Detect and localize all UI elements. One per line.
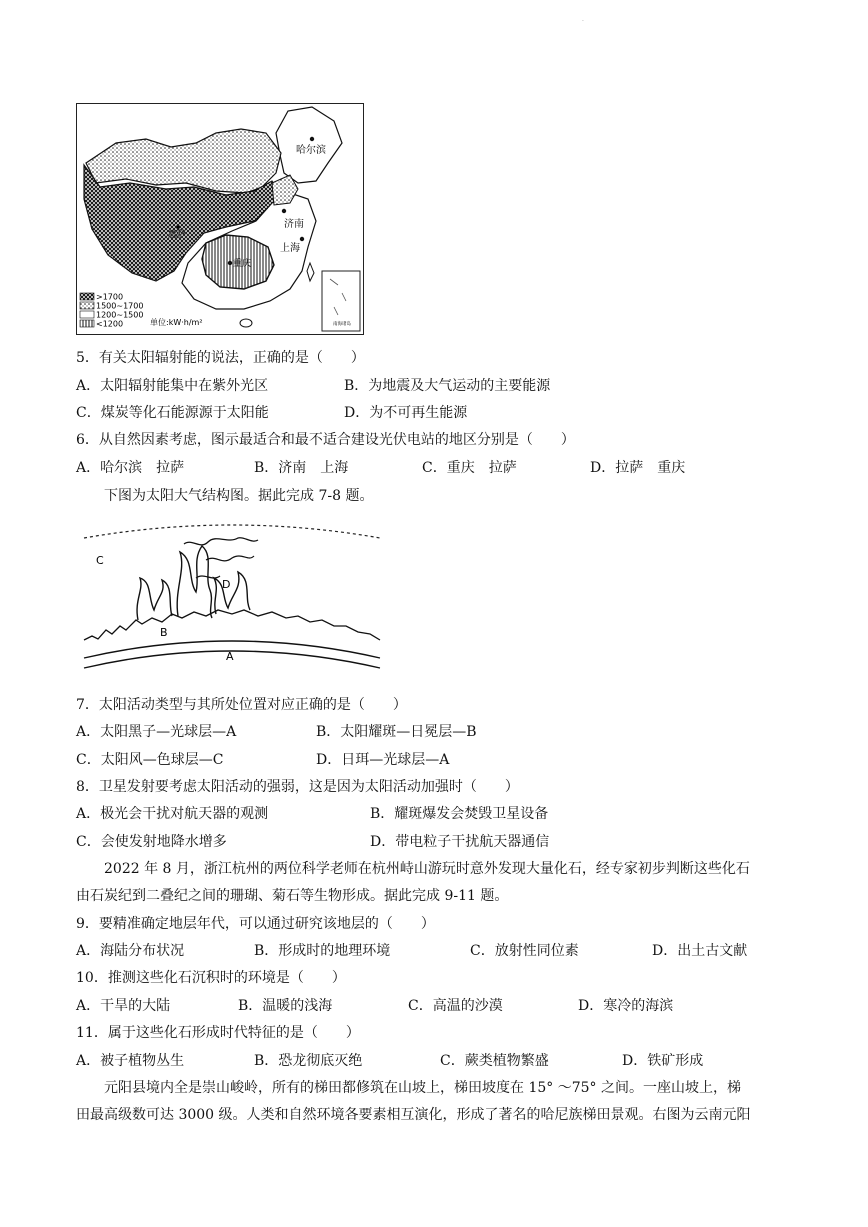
question-6-stem: 6．从自然因素考虑，图示最适合和最不适合建设光伏电站的地区分别是（ ）	[76, 432, 575, 448]
q11-option-a: A．被子植物丛生	[76, 1053, 185, 1069]
legend-item-4: <1200	[96, 319, 124, 329]
q11-option-d: D．铁矿形成	[622, 1053, 704, 1069]
question-8-stem: 8．卫星发射要考虑太阳活动的强弱，这是因为太阳活动加强时（ ）	[76, 779, 519, 795]
q7-option-b: B．太阳耀斑—日冕层—B	[316, 724, 477, 740]
question-9-stem: 9．要精准确定地层年代，可以通过研究该地层的（ ）	[76, 916, 435, 932]
city-chongqing: 重庆	[233, 259, 252, 269]
question-5-stem: 5．有关太阳辐射能的说法，正确的是（ ）	[76, 350, 365, 366]
question-11-stem: 11．属于这些化石形成时代特征的是（ ）	[76, 1025, 360, 1041]
q6-option-c: C．重庆 拉萨	[422, 460, 517, 476]
city-jinan: 济南	[284, 219, 304, 230]
q8-option-b: B．耀斑爆发会焚毁卫星设备	[370, 806, 549, 822]
question-7-stem: 7．太阳活动类型与其所处位置对应正确的是（ ）	[76, 697, 407, 713]
label-a: A	[226, 650, 234, 663]
inset-label: 南海诸岛	[333, 322, 351, 327]
q11-option-b: B．恐龙彻底灭绝	[254, 1053, 363, 1069]
q7-option-d: D．日珥—光球层—A	[316, 752, 450, 768]
q9-option-c: C．放射性同位素	[470, 943, 579, 959]
question-10-stem: 10．推测这些化石沉积时的环境是（ ）	[76, 970, 346, 986]
q10-option-d: D．寒冷的海滨	[578, 998, 674, 1014]
city-shanghai: 上海	[280, 243, 300, 254]
q10-option-a: A．干旱的大陆	[76, 998, 171, 1014]
city-lhasa: 拉萨	[168, 230, 187, 240]
legend-item-2: 1500~1700	[96, 301, 144, 311]
legend-item-3: 1200~1500	[96, 310, 144, 320]
q9-option-d: D．出土古文献	[652, 943, 748, 959]
legend-item-1: >1700	[96, 292, 124, 302]
fossil-paragraph-line-2: 由石炭纪到二叠纪之间的珊瑚、菊石等生物形成。据此完成 9-11 题。	[76, 888, 509, 904]
solar-radiation-map	[76, 103, 364, 335]
label-b: B	[160, 626, 168, 639]
fossil-paragraph-line-1: 2022 年 8 月，浙江杭州的两位科学老师在杭州峙山游玩时意外发现大量化石，经专家初步判断这些化石	[104, 861, 750, 877]
q5-option-b: B．为地震及大气运动的主要能源	[344, 378, 551, 394]
page-speck: ·	[582, 18, 584, 25]
q5-option-c: C．煤炭等化石能源源于太阳能	[76, 405, 269, 421]
terrace-paragraph-line-2: 田最高级数可达 3000 级。人类和自然环境各要素相互演化，形成了著名的哈尼族梯田景观。右图为云南元阳	[76, 1107, 751, 1123]
label-d: D	[222, 578, 231, 591]
q6-option-b: B．济南 上海	[254, 460, 349, 476]
q8-option-d: D．带电粒子干扰航天器通信	[370, 834, 550, 850]
q9-option-a: A．海陆分布状况	[76, 943, 185, 959]
q6-option-d: D．拉萨 重庆	[590, 460, 686, 476]
q7-option-c: C．太阳风—色球层—C	[76, 752, 224, 768]
intro-sun-figure: 下图为太阳大气结构图。据此完成 7-8 题。	[104, 488, 374, 504]
q6-option-a: A．哈尔滨 拉萨	[76, 460, 185, 476]
label-c: C	[96, 554, 104, 567]
q11-option-c: C．蕨类植物繁盛	[440, 1053, 549, 1069]
q7-option-a: A．太阳黑子—光球层—A	[76, 724, 237, 740]
q8-option-a: A．极光会干扰对航天器的观测	[76, 806, 269, 822]
q9-option-b: B．形成时的地理环境	[254, 943, 391, 959]
q10-option-c: C．高温的沙漠	[408, 998, 503, 1014]
q10-option-b: B．温暖的浅海	[238, 998, 333, 1014]
terrace-paragraph-line-1: 元阳县境内全是崇山峻岭，所有的梯田都修筑在山坡上，梯田坡度在 15° ～75° 之间。一座山坡上，梯	[104, 1080, 741, 1096]
q5-option-d: D．为不可再生能源	[344, 405, 468, 421]
q5-option-a: A．太阳辐射能集中在紫外光区	[76, 378, 269, 394]
sun-atmosphere-figure	[82, 520, 382, 680]
legend-unit: 单位:kW·h/m²	[150, 318, 203, 327]
q8-option-c: C．会使发射地降水增多	[76, 834, 227, 850]
city-harbin: 哈尔滨	[296, 145, 326, 156]
